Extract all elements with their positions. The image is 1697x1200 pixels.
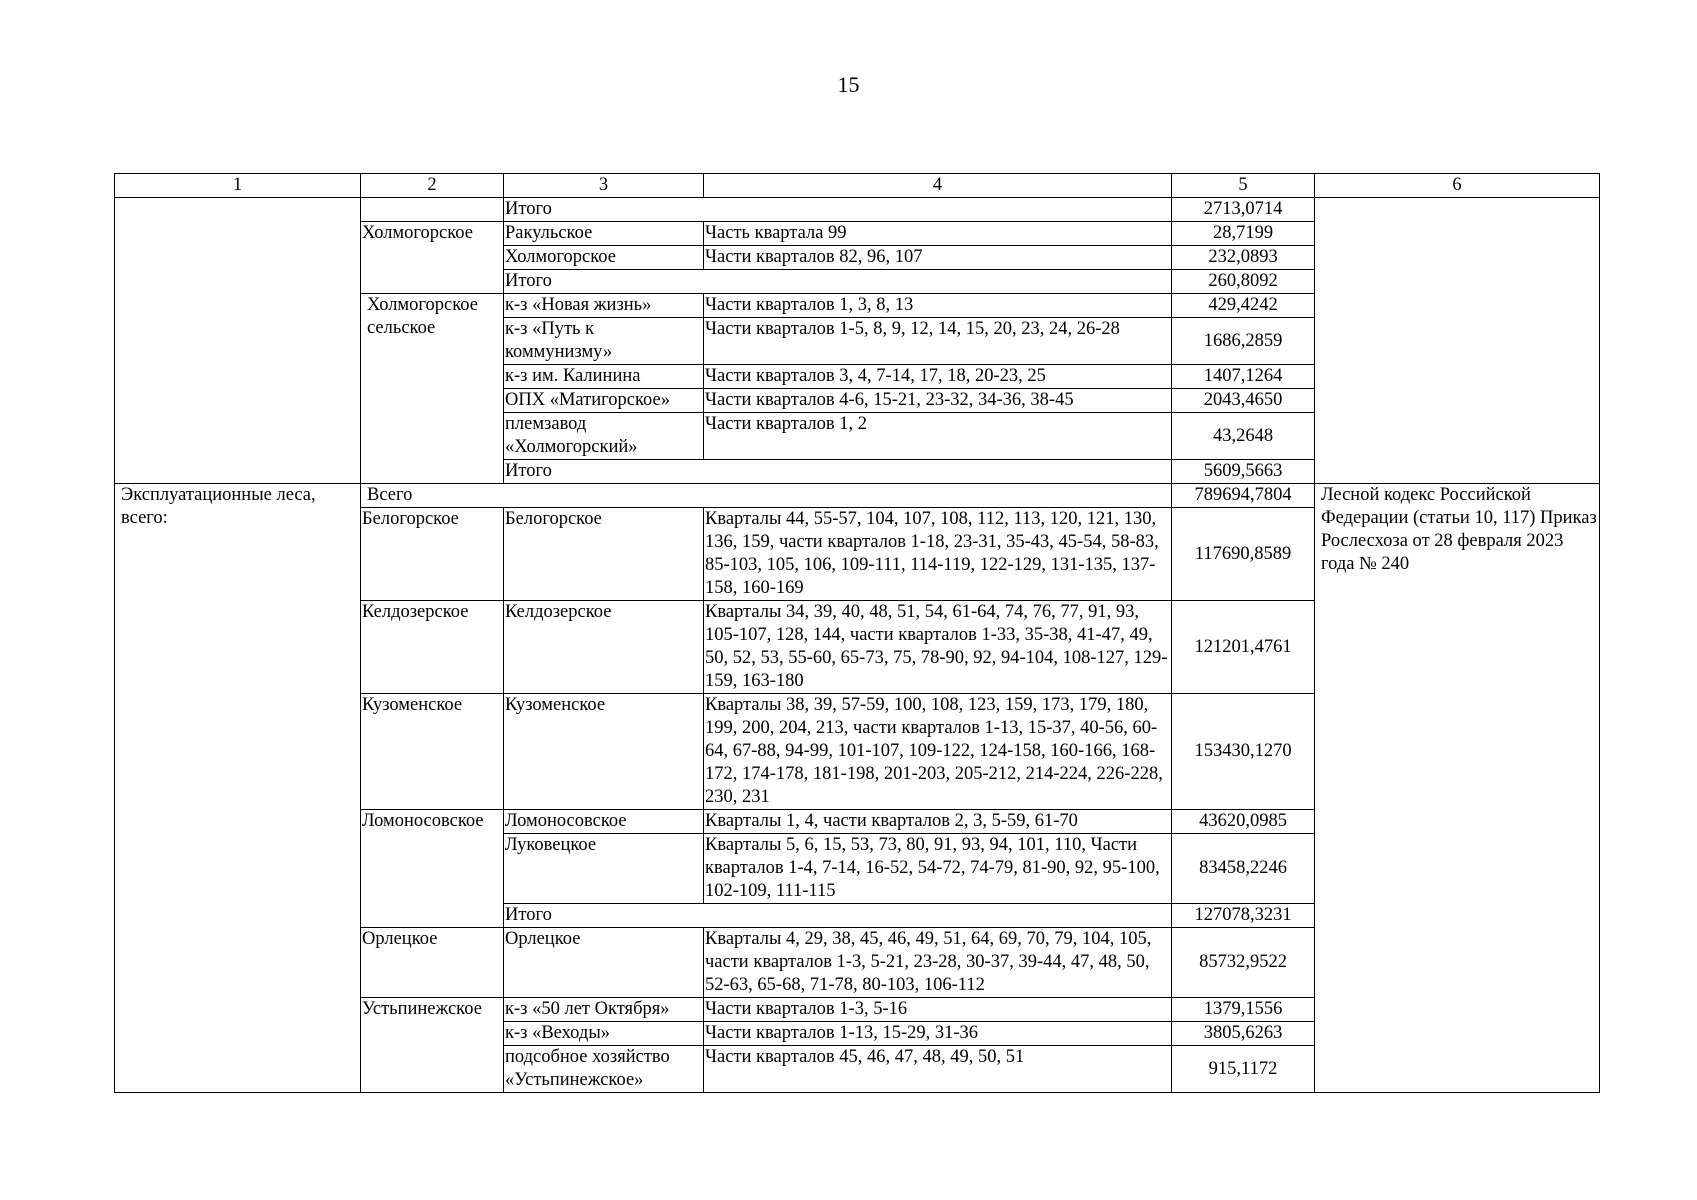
district-cell: Холмогорское сельское [361,294,504,484]
area-value: 153430,1270 [1172,694,1315,810]
area-value: 1407,1264 [1172,365,1315,389]
area-value: 28,7199 [1172,222,1315,246]
area-value: 43620,0985 [1172,810,1315,834]
column-number-5: 5 [1172,174,1315,198]
column-number-2: 2 [361,174,504,198]
subtotal-label: Итого [504,460,1172,484]
subdistrict-cell: к-з им. Калинина [504,365,704,389]
quarters-cell: Кварталы 4, 29, 38, 45, 46, 49, 51, 64, 69, 70, 79, 104, 105, части кварталов 1-3, 5-21, 23-28, 30-37, 39-44, 47, 48, 50, 52-63, 65-68, 71-78, 80-103, 106-112 [704,928,1172,998]
district-cell: Белогорское [361,508,504,601]
forest-areas-table [114,173,1600,1093]
area-value: 85732,9522 [1172,928,1315,998]
quarters-cell: Части кварталов 4-6, 15-21, 23-32, 34-36, 38-45 [704,389,1172,413]
area-value: 121201,4761 [1172,601,1315,694]
area-value: 43,2648 [1172,413,1315,460]
subdistrict-cell: к-з «50 лет Октября» [504,998,704,1022]
subdistrict-cell: к-з «Путь к коммунизму» [504,318,704,365]
subdistrict-cell: Белогорское [504,508,704,601]
table-row [115,484,1600,508]
quarters-cell: Части кварталов 1-5, 8, 9, 12, 14, 15, 20, 23, 24, 26-28 [704,318,1172,365]
subdistrict-cell: Ломоносовское [504,810,704,834]
quarters-cell: Части кварталов 1, 2 [704,413,1172,460]
subtotal-label: Итого [504,904,1172,928]
forest-category-cell: Эксплуатационные леса, всего: [115,484,361,1093]
subdistrict-cell: ОПХ «Матигорское» [504,389,704,413]
quarters-cell: Кварталы 38, 39, 57-59, 100, 108, 123, 159, 173, 179, 180, 199, 200, 204, 213, части кварталов 1-13, 15-37, 40-56, 60-64, 67-88, 94-99, 101-107, 109-122, 124-158, 160-166, 168-172, 174-178, 181-198, 201-203, 205-212, 214-224, 226-228, 230, 231 [704,694,1172,810]
subdistrict-cell: Холмогорское [504,246,704,270]
subdistrict-cell: Кузоменское [504,694,704,810]
subdistrict-cell: подсобное хозяйство «Устьпинежское» [504,1046,704,1093]
area-value: 1686,2859 [1172,318,1315,365]
quarters-cell: Части кварталов 82, 96, 107 [704,246,1172,270]
legal-basis-cell: Лесной кодекс Российской Федерации (статьи 10, 117) Приказ Рослесхоза от 28 февраля 2023 года № 240 [1315,484,1600,1093]
district-cell: Ломоносовское [361,810,504,928]
area-value: 3805,6263 [1172,1022,1315,1046]
subtotal-label: Итого [504,198,1172,222]
table-row [115,198,1600,222]
subdistrict-cell: к-з «Новая жизнь» [504,294,704,318]
subdistrict-cell: Ракульское [504,222,704,246]
quarters-cell: Части кварталов 1-13, 15-29, 31-36 [704,1022,1172,1046]
column-number-3: 3 [504,174,704,198]
quarters-cell: Кварталы 34, 39, 40, 48, 51, 54, 61-64, 74, 76, 77, 91, 93, 105-107, 128, 144, части кварталов 1-33, 35-38, 41-47, 49, 50, 52, 53, 55-60, 65-73, 75, 78-90, 92, 94-104, 108-127, 129-159, 163-180 [704,601,1172,694]
quarters-cell: Кварталы 1, 4, части кварталов 2, 3, 5-59, 61-70 [704,810,1172,834]
column-number-6: 6 [1315,174,1600,198]
quarters-cell: Части кварталов 3, 4, 7-14, 17, 18, 20-23, 25 [704,365,1172,389]
area-value: 2713,0714 [1172,198,1315,222]
area-value: 232,0893 [1172,246,1315,270]
area-value: 789694,7804 [1172,484,1315,508]
quarters-cell: Кварталы 5, 6, 15, 53, 73, 80, 91, 93, 94, 101, 110, Части кварталов 1-4, 7-14, 16-52, 54-72, 74-79, 81-90, 92, 95-100, 102-109, 111-115 [704,834,1172,904]
area-value: 2043,4650 [1172,389,1315,413]
area-value: 5609,5663 [1172,460,1315,484]
district-cell: Орлецкое [361,928,504,998]
legal-basis-cell [1315,198,1600,484]
subdistrict-cell: Келдозерское [504,601,704,694]
page-number: 15 [837,72,860,97]
district-cell: Устьпинежское [361,998,504,1093]
quarters-cell: Части кварталов 1-3, 5-16 [704,998,1172,1022]
area-value: 1379,1556 [1172,998,1315,1022]
quarters-cell: Части кварталов 45, 46, 47, 48, 49, 50, 51 [704,1046,1172,1093]
column-number-4: 4 [704,174,1172,198]
area-value: 429,4242 [1172,294,1315,318]
total-label: Всего [361,484,1172,508]
quarters-cell: Часть квартала 99 [704,222,1172,246]
subdistrict-cell: к-з «Веходы» [504,1022,704,1046]
column-number-row [115,174,1600,198]
area-value: 127078,3231 [1172,904,1315,928]
area-value: 117690,8589 [1172,508,1315,601]
district-cell: Келдозерское [361,601,504,694]
district-cell [361,198,504,222]
quarters-cell: Кварталы 44, 55-57, 104, 107, 108, 112, 113, 120, 121, 130, 136, 159, части кварталов 1-18, 23-31, 35-43, 45-54, 58-83, 85-103, 105, 106, 109-111, 114-119, 122-129, 131-135, 137-158, 160-169 [704,508,1172,601]
subtotal-label: Итого [504,270,1172,294]
subdistrict-cell: Луковецкое [504,834,704,904]
subdistrict-cell: племзавод «Холмогорский» [504,413,704,460]
area-value: 915,1172 [1172,1046,1315,1093]
column-number-1: 1 [115,174,361,198]
subdistrict-cell: Орлецкое [504,928,704,998]
district-cell: Кузоменское [361,694,504,810]
area-value: 260,8092 [1172,270,1315,294]
forest-category-cell [115,198,361,484]
district-cell: Холмогорское [361,222,504,294]
quarters-cell: Части кварталов 1, 3, 8, 13 [704,294,1172,318]
area-value: 83458,2246 [1172,834,1315,904]
